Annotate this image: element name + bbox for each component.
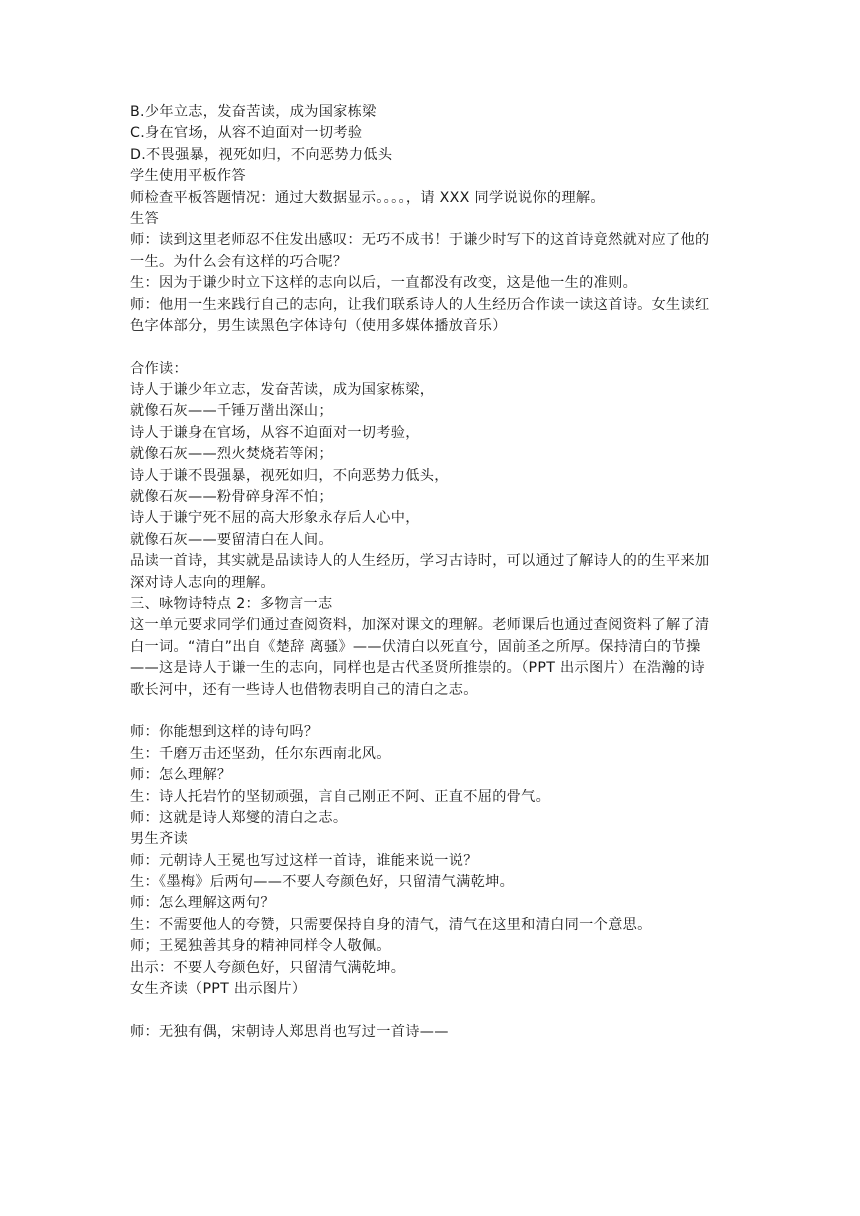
blank-line: [130, 701, 735, 722]
poem-line: 诗人于谦宁死不屈的高大形象永存后人心中，: [130, 510, 420, 527]
option-d: D.不畏强暴，视死如归，不向恶势力低头: [130, 146, 393, 163]
activity-note: 男生齐读: [130, 831, 188, 848]
blank-line: [130, 1000, 735, 1021]
dialogue-line: 师：怎么理解？: [130, 767, 232, 784]
teacher-remark-line-2: 一生。为什么会有这样的巧合呢？: [130, 253, 348, 270]
dialogue-line: 生：不需要他人的夸赞，只需要保持自身的清气，清气在这里和清白同一个意思。: [130, 916, 652, 933]
paragraph-line: ——这是诗人于谦一生的志向，同样也是古代圣贤所推崇的。（PPT 出示图片）在浩瀚的诗: [130, 660, 705, 677]
teacher-instruction-line-1: 师：他用一生来践行自己的志向，让我们联系诗人的人生经历合作读一读这首诗。女生读红: [130, 296, 710, 313]
poem-line: 诗人于谦不畏强暴，视死如归，不向恶势力低头，: [130, 467, 449, 484]
option-b: B.少年立志，发奋苦读，成为国家栋梁: [130, 104, 377, 120]
student-reply: 生：因为于谦少时立下这样的志向以后，一直都没有改变，这是他一生的准则。: [130, 275, 638, 292]
paragraph-line: 歌长河中，还有一些诗人也借物表明自己的清白之志。: [130, 681, 478, 698]
display-line: 出示：不要人夸颜色好，只留清气满乾坤。: [130, 959, 406, 976]
dialogue-line: 生：诗人托岩竹的坚韧顽强，言自己刚正不阿、正直不屈的骨气。: [130, 788, 551, 805]
poem-line: 就像石灰——粉骨碎身浑不怕；: [130, 489, 333, 506]
poem-line: 就像石灰——烈火焚烧若等闲；: [130, 446, 333, 463]
dialogue-line: 师：元朝诗人王冕也写过这样一首诗，谁能来说一说？: [130, 852, 478, 869]
student-answer-note: 生答: [130, 210, 159, 227]
poem-line: 诗人于谦少年立志，发奋苦读，成为国家栋梁，: [130, 382, 435, 399]
activity-note: 女生齐读（PPT 出示图片）: [130, 981, 307, 998]
dialogue-line: 师：你能想到这样的诗句吗？: [130, 724, 319, 741]
section-heading: 三、咏物诗特点 2：多物言一志: [130, 595, 333, 612]
teacher-remark-line-1: 师：读到这里老师忍不住发出感叹：无巧不成书！于谦少时写下的这首诗竟然就对应了他的: [130, 232, 710, 249]
teacher-check: 师检查平板答题情况：通过大数据显示。。。。，请 XXX 同学说说你的理解。: [130, 189, 605, 206]
dialogue-line: 师：怎么理解这两句？: [130, 895, 275, 912]
document-body: [130, 102, 735, 1043]
activity-note: 学生使用平板作答: [130, 168, 246, 185]
dialogue-line: 师；王冕独善其身的精神同样令人敬佩。: [130, 938, 391, 955]
dialogue-line: 师：无独有偶，宋朝诗人郑思肖也写过一首诗——: [130, 1023, 449, 1040]
paragraph-line: 这一单元要求同学们通过查阅资料，加深对课文的理解。老师课后也通过查阅资料了解了清: [130, 617, 710, 634]
dialogue-line: 生：千磨万击还坚劲，任尔东西南北风。: [130, 745, 391, 762]
poem-line: 就像石灰——千锤万凿出深山；: [130, 403, 333, 420]
summary-line-2: 深对诗人志向的理解。: [130, 574, 275, 591]
dialogue-line: 生：《墨梅》后两句——不要人夸颜色好，只留清气满乾坤。: [130, 874, 515, 891]
poem-line: 就像石灰——要留清白在人间。: [130, 531, 333, 548]
teacher-instruction-line-2: 色字体部分，男生读黑色字体诗句（使用多媒体播放音乐）: [130, 317, 507, 334]
blank-line: [130, 337, 735, 358]
section-label-cooperative-reading: 合作读：: [130, 360, 188, 377]
summary-line-1: 品读一首诗，其实就是品读诗人的人生经历，学习古诗时，可以通过了解诗人的的生平来加: [130, 553, 710, 570]
paragraph-line: 白一词。“清白”出自《楚辞 离骚》——伏清白以死直兮，固前圣之所厚。保持清白的节操: [130, 638, 701, 655]
poem-line: 诗人于谦身在官场，从容不迫面对一切考验，: [130, 424, 420, 441]
option-c: C.身在官场，从容不迫面对一切考验: [130, 125, 363, 142]
dialogue-line: 师：这就是诗人郑燮的清白之志。: [130, 809, 348, 826]
